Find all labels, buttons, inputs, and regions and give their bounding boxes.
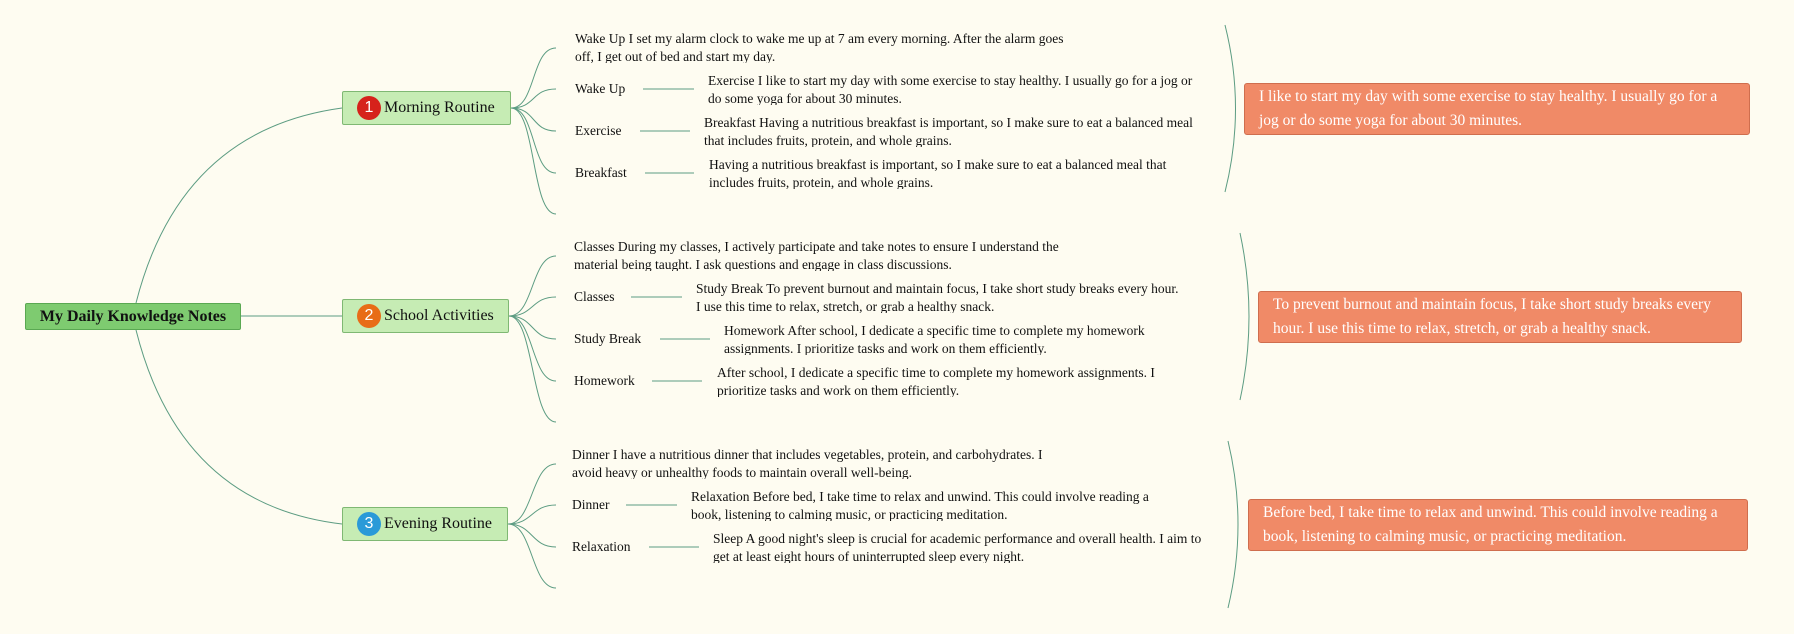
summary-text: I like to start my day with some exercise to stay healthy. I usually go for a jog or do some yoga for about 30 minutes.: [1259, 88, 1718, 129]
connector-root-branch-1: [136, 108, 342, 303]
summary-brace-1: [1225, 25, 1236, 192]
subtopic-text[interactable]: Sleep A good night's sleep is crucial for academic performance and overall health. I aim to get at least eight hours of uninterrupted sleep every night.: [713, 531, 1202, 563]
branch-evening-routine[interactable]: [342, 507, 508, 541]
subtopic-text[interactable]: After school, I dedicate a specific time to complete my homework assignments. I prioritize tasks and work on them efficiently.: [717, 365, 1155, 397]
branch-label: Evening Routine: [384, 515, 492, 532]
subtopic-label[interactable]: Homework: [574, 373, 635, 388]
connector-branch-3-child-4: [508, 524, 556, 588]
connector-branch-1-child-2: [511, 89, 556, 108]
intro-text[interactable]: Wake Up I set my alarm clock to wake me up at 7 am every morning. After the alarm goes off, I get out of bed and start my day.: [575, 31, 1064, 63]
connector-branch-3-child-3: [508, 524, 556, 547]
subtopic-label[interactable]: Relaxation: [572, 539, 631, 554]
number-badge-2-icon: 2: [357, 304, 381, 328]
subtopic-text[interactable]: Breakfast Having a nutritious breakfast is important, so I make sure to eat a balanced meal that includes fruits, protein, and whole grains.: [704, 115, 1193, 147]
intro-text[interactable]: Classes During my classes, I actively participate and take notes to ensure I understand the material being taught. I ask questions and engage in class discussions.: [574, 239, 1059, 271]
connector-branch-2-child-2: [509, 297, 556, 316]
subtopic-text[interactable]: Having a nutritious breakfast is important, so I make sure to eat a balanced meal that includes fruits, protein, and whole grains.: [709, 157, 1167, 189]
subtopic-label[interactable]: Classes: [574, 289, 615, 304]
subtopic-label[interactable]: Dinner: [572, 497, 610, 512]
summary-callout[interactable]: [1258, 291, 1742, 343]
connector-root-branch-3: [136, 330, 342, 524]
summary-callout[interactable]: [1248, 499, 1748, 551]
root-topic-label: My Daily Knowledge Notes: [39, 307, 227, 325]
branch-morning-routine[interactable]: [342, 91, 511, 125]
branch-label: Morning Routine: [384, 99, 495, 116]
subtopic-text[interactable]: Study Break To prevent burnout and maintain focus, I take short study breaks every hour. I use this time to relax, stretch, or grab a healthy snack.: [696, 281, 1179, 313]
summary-callout[interactable]: [1244, 83, 1750, 135]
root-topic[interactable]: [25, 303, 241, 330]
subtopic-label[interactable]: Wake Up: [575, 81, 626, 96]
subtopic-label[interactable]: Exercise: [575, 123, 622, 138]
number-badge-3-icon: 3: [357, 512, 381, 536]
summary-text: To prevent burnout and maintain focus, I take short study breaks every hour. I use this time to relax, stretch, or grab a healthy snack.: [1273, 296, 1711, 337]
summary-brace-2: [1240, 233, 1249, 400]
subtopic-text[interactable]: Relaxation Before bed, I take time to relax and unwind. This could involve reading a book, listening to calming music, or practicing meditation.: [691, 489, 1149, 521]
connector-branch-3-child-2: [508, 505, 556, 524]
branch-school-activities[interactable]: [342, 299, 509, 333]
number-badge-1-icon: 1: [357, 96, 381, 120]
subtopic-text[interactable]: Homework After school, I dedicate a specific time to complete my homework assignments. I prioritize tasks and work on them efficiently.: [724, 323, 1145, 355]
subtopic-text[interactable]: Exercise I like to start my day with some exercise to stay healthy. I usually go for a jog or do some yoga for about 30 minutes.: [708, 73, 1193, 105]
summary-text: Before bed, I take time to relax and unwind. This could involve reading a book, listening to calming music, or practicing meditation.: [1263, 504, 1718, 545]
connector-branch-1-child-5: [511, 108, 556, 214]
branch-label: School Activities: [384, 307, 494, 324]
subtopic-label[interactable]: Breakfast: [575, 165, 627, 180]
connector-branch-2-child-5: [509, 316, 556, 422]
subtopic-label[interactable]: Study Break: [574, 331, 642, 346]
summary-brace-3: [1228, 441, 1238, 608]
intro-text[interactable]: Dinner I have a nutritious dinner that includes vegetables, protein, and carbohydrates. I avoid heavy or unhealthy foods to maintain overall well-being.: [572, 447, 1043, 479]
